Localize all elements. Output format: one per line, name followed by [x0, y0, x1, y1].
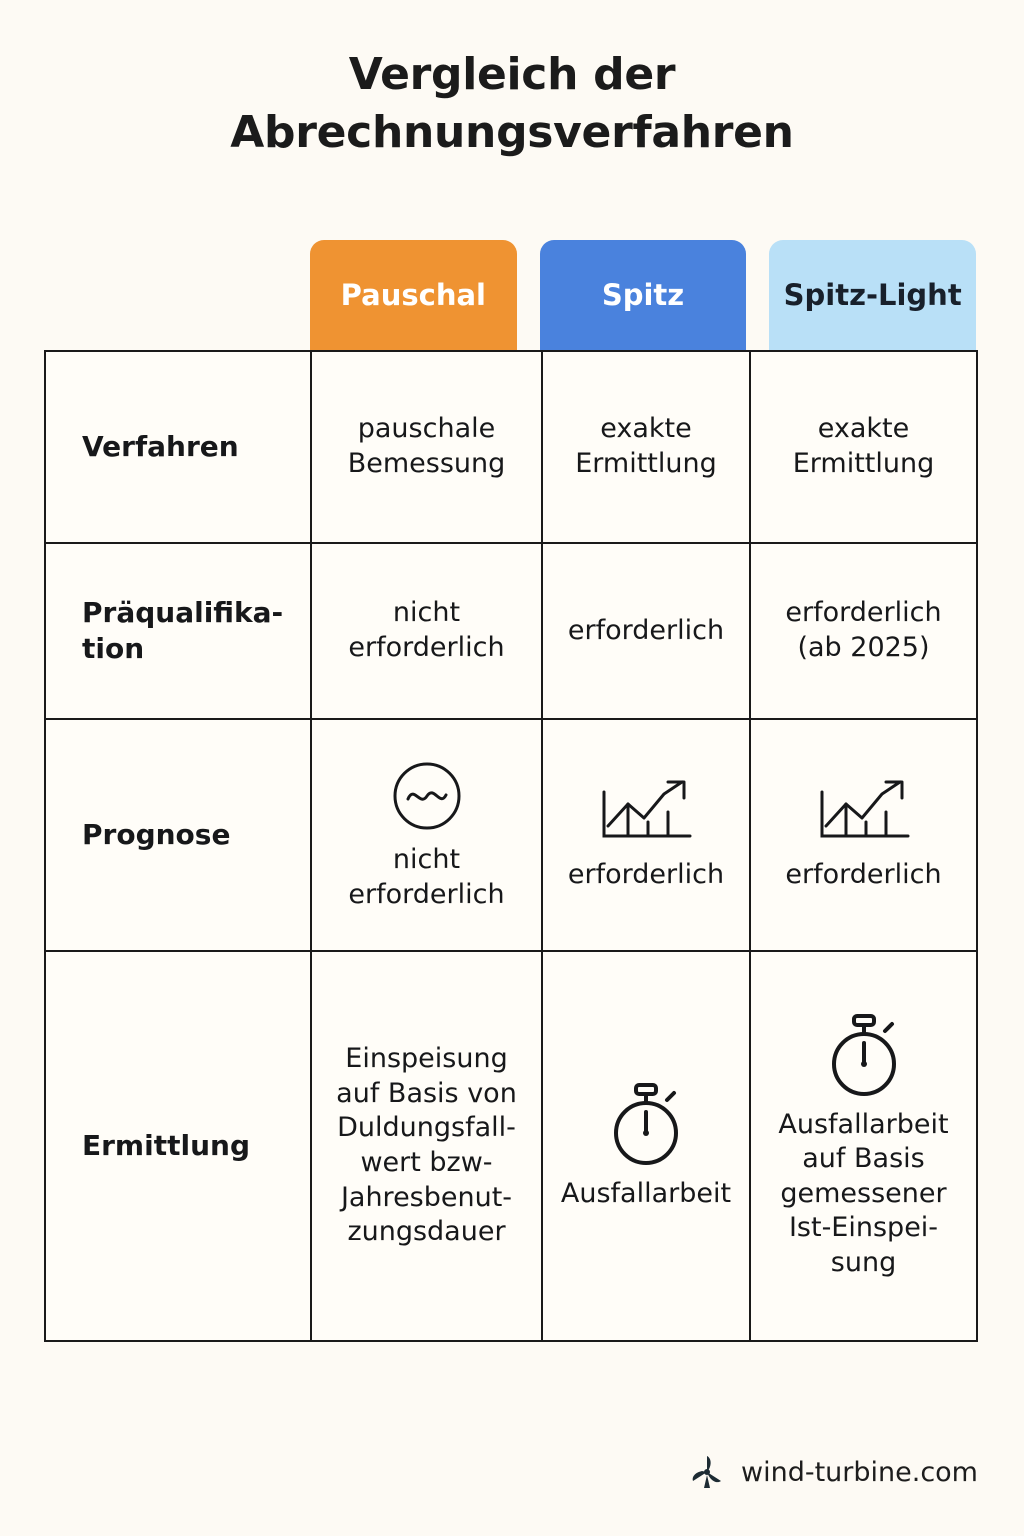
row-label-prognose: Prognose [45, 719, 311, 951]
cell-ermittlung-spitz-light-text: Ausfallarbeit auf Basis gemessener Ist-Einspei-sung [778, 1108, 949, 1278]
table-row [45, 719, 977, 951]
column-header-spitz [540, 240, 747, 350]
trend-up-chart-icon [553, 778, 739, 850]
table-column-headers [310, 240, 976, 350]
table-row [45, 543, 977, 719]
cell-prognose-spitz-light [750, 719, 977, 951]
comparison-table-wrapper [44, 240, 976, 1342]
table-row [45, 951, 977, 1341]
cell-verfahren-spitz: exakte Ermittlung [542, 351, 750, 543]
page-title [0, 46, 1024, 162]
column-header-pauschal-label: Pauschal [340, 278, 486, 312]
cell-ermittlung-spitz [542, 951, 750, 1341]
cell-prognose-spitz-light-text: erforderlich [785, 858, 942, 890]
cell-prognose-pauschal [311, 719, 542, 951]
row-label-verfahren: Verfahren [45, 351, 311, 543]
cell-praequalifikation-spitz-light: erforderlich (ab 2025) [750, 543, 977, 719]
wave-circle-icon [322, 757, 531, 835]
cell-prognose-spitz-text: erforderlich [567, 858, 725, 890]
footer-brand-label: wind-turbine.com [741, 1456, 978, 1488]
page-title-line-1: Vergleich der [348, 49, 676, 100]
cell-prognose-pauschal-text: nicht erforderlich [348, 844, 505, 910]
cell-praequalifikation-pauschal: nicht erforderlich [311, 543, 542, 719]
wind-turbine-icon [685, 1450, 729, 1494]
column-header-spitz-label: Spitz [601, 278, 685, 312]
row-label-ermittlung: Ermittlung [45, 951, 311, 1341]
column-header-pauschal [310, 240, 517, 350]
cell-verfahren-spitz-light: exakte Ermittlung [750, 351, 977, 543]
trend-up-chart-icon [761, 778, 966, 850]
cell-ermittlung-pauschal: Einspeisung auf Basis von Duldungsfall-wert bzw- Jahresbenut-zungsdauer [311, 951, 542, 1341]
cell-prognose-spitz [542, 719, 750, 951]
table-row [45, 351, 977, 543]
comparison-table [44, 350, 978, 1342]
column-header-spitz-light [769, 240, 976, 350]
stopwatch-icon [553, 1081, 739, 1169]
footer-branding [685, 1450, 978, 1494]
page-title-line-2: Abrechnungsverfahren [230, 107, 794, 159]
cell-verfahren-pauschal: pauschale Bemessung [311, 351, 542, 543]
cell-ermittlung-spitz-light [750, 951, 977, 1341]
cell-praequalifikation-spitz: erforderlich [542, 543, 750, 719]
stopwatch-icon [761, 1012, 966, 1100]
cell-ermittlung-spitz-text: Ausfallarbeit [560, 1177, 732, 1209]
column-header-spitz-light-label: Spitz-Light [783, 278, 962, 312]
row-label-praequalifikation: Präqualifika-tion [45, 543, 311, 719]
